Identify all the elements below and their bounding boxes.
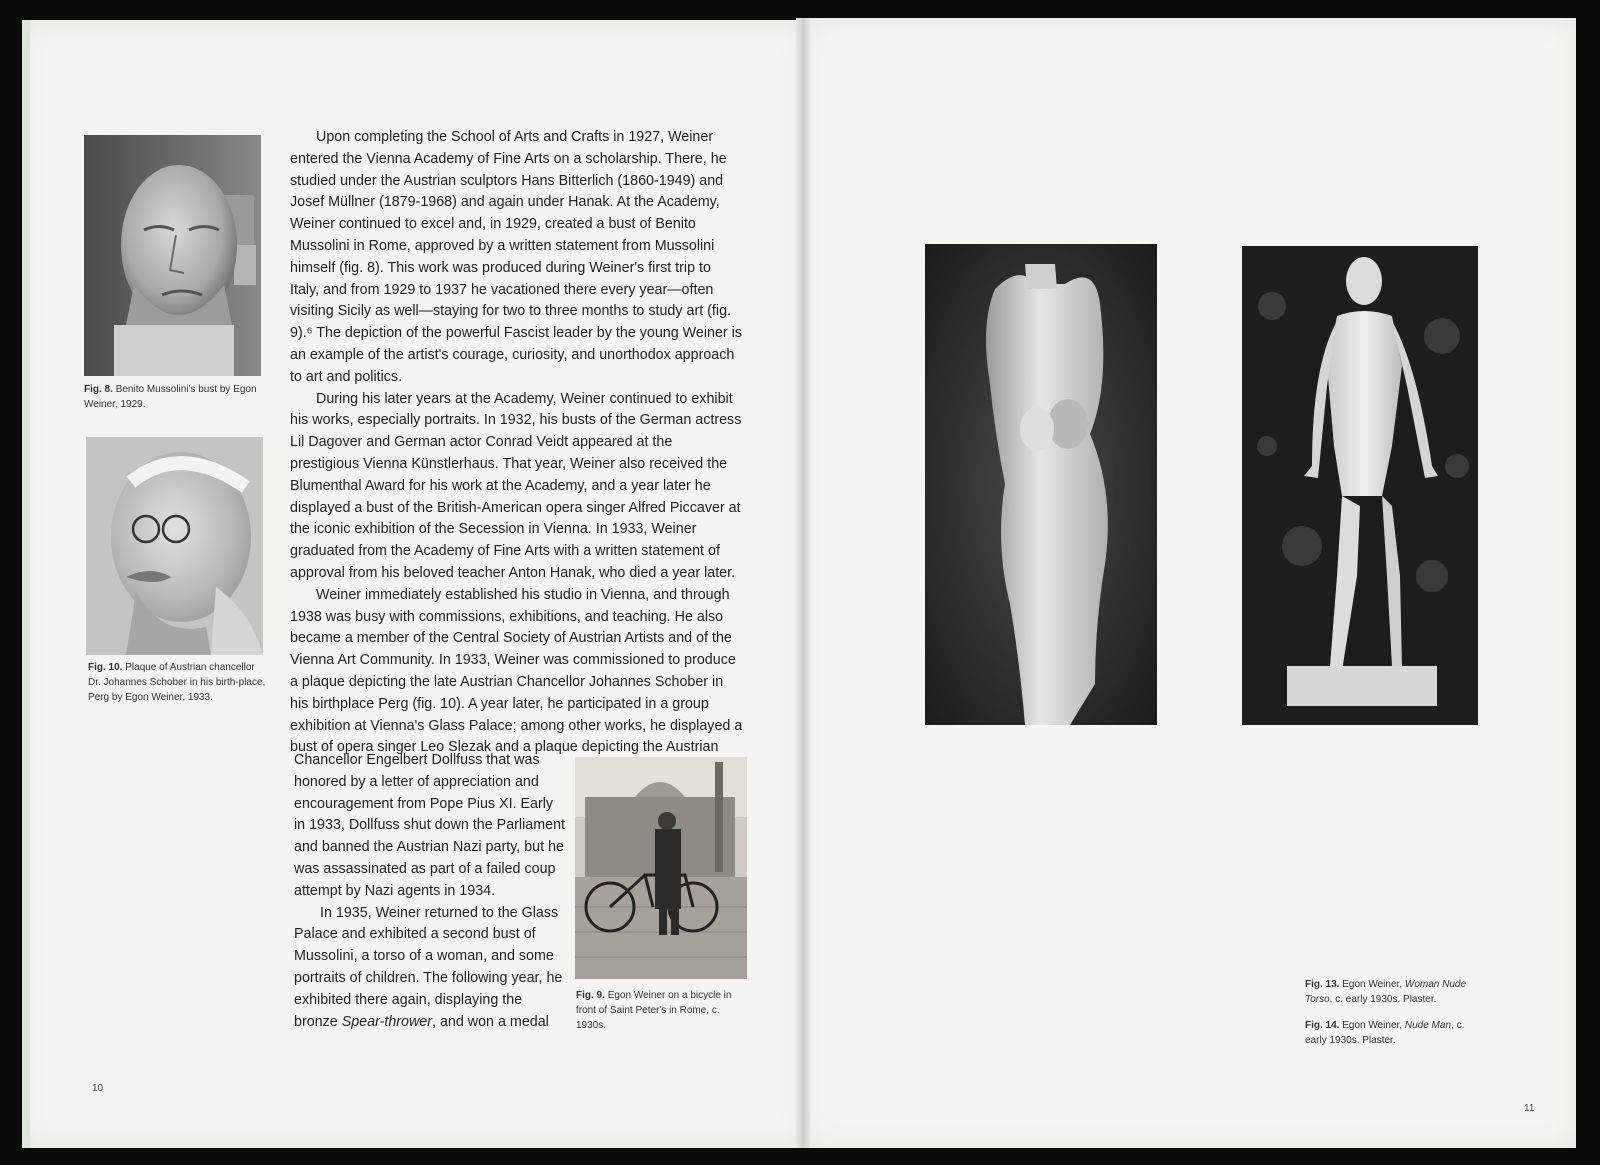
fig8-photo-mussolini-bust — [84, 135, 261, 376]
fig14-photo-nude-man — [1242, 246, 1478, 725]
fig9-caption: Fig. 9. Egon Weiner on a bicycle in front of Saint Peter's in Rome, c. 1930s. — [576, 990, 732, 1031]
fig10-photo-schober-plaque — [86, 437, 263, 655]
fig8-caption: Fig. 8. Benito Mussolini's bust by Egon Weiner, 1929. — [84, 384, 257, 410]
page-number-left: 10 — [92, 1083, 104, 1094]
fig10-caption: Fig. 10. Plaque of Austrian chancellor Dr. Johannes Schober in his birth-place, Perg by Egon Weiner, 1933. — [88, 662, 266, 703]
body-text-column — [290, 127, 744, 759]
paragraph-4: In 1935, Weiner returned to the Glass Palace and exhibited a second bust of Mussolini, a torso of a woman, and some portraits of children. The following year, he exhibited there again, displaying the bronze Spear-thrower, and won a medal — [294, 904, 563, 1030]
paragraph-2: During his later years at the Academy, Weiner continued to exhibit his works, especially portraits. In 1932, his busts of the German actress Lil Dagover and German actor Conrad Veidt appeared at the prestigious Vienna Künstlerhaus. That year, Weiner also received the Blumenthal Award for his work at the Academy, and a year later he displayed a bust of the British-American opera singer Alfred Piccaver at the iconic exhibition of the Secession in Vienna. In 1933, Weiner graduated from the Academy of Fine Arts with a written statement of approval from his beloved teacher Anton Hanak, who died a year later. — [290, 390, 742, 581]
book-gutter — [796, 18, 810, 1148]
fig13-caption: Fig. 13. Egon Weiner, Woman Nude Torso, c. early 1930s. Plaster. — [1305, 979, 1467, 1005]
paragraph-1: Upon completing the School of Arts and Crafts in 1927, Weiner entered the Vienna Academy of Fine Arts on a scholarship. There, he studied under the Austrian sculptors Hans Bitterlich (1860-1949) and Josef Müllner (1879-1968) and again under Hanak. At the Academy, Weiner continued to excel and, in 1929, created a bust of Benito Mussolini in Rome, approved by a written statement from Mussolini himself (fig. 8). This work was produced during Weiner's first trip to Italy, and from 1929 to 1937 he vacationed there every year—often visiting Sicily as well—staying for two to three months to study art (fig. 9).⁶ The depiction of the powerful Fascist leader by the young Weiner is an example of the artist's courage, curiosity, and unorthodox approach to art and politics. — [290, 129, 742, 385]
fig13-photo-woman-nude-torso — [925, 244, 1157, 725]
fig9-photo-bicycle — [575, 757, 747, 979]
paragraph-3b: Chancellor Engelbert Dollfuss that was honored by a letter of appreciation and encouragement from Pope Pius XI. Early in 1933, Dollfuss shut down the Parliament and banned the Austrian Nazi party, but he was assassinated as part of a failed coup attempt by Nazi agents in 1934. — [294, 752, 565, 899]
fig14-caption: Fig. 14. Egon Weiner, Nude Man, c. early 1930s. Plaster. — [1305, 1020, 1465, 1046]
paragraph-3a: Weiner immediately established his studio in Vienna, and through 1938 was busy with commissions, exhibitions, and teaching. He also became a member of the Central Society of Austrian Artists and of the Vienna Art Community. In 1933, Weiner was commissioned to produce a plaque depicting the late Austrian Chancellor Johannes Schober in his birthplace Perg (fig. 10). A year later, he participated in a group exhibition at Vienna's Glass Palace; among other works, he displayed a bust of opera singer Leo Slezak and a plaque depicting the Austrian — [290, 586, 743, 756]
page-number-right: 11 — [1524, 1103, 1535, 1114]
body-text-narrow-column — [294, 750, 566, 1033]
page-edge — [22, 20, 30, 1148]
